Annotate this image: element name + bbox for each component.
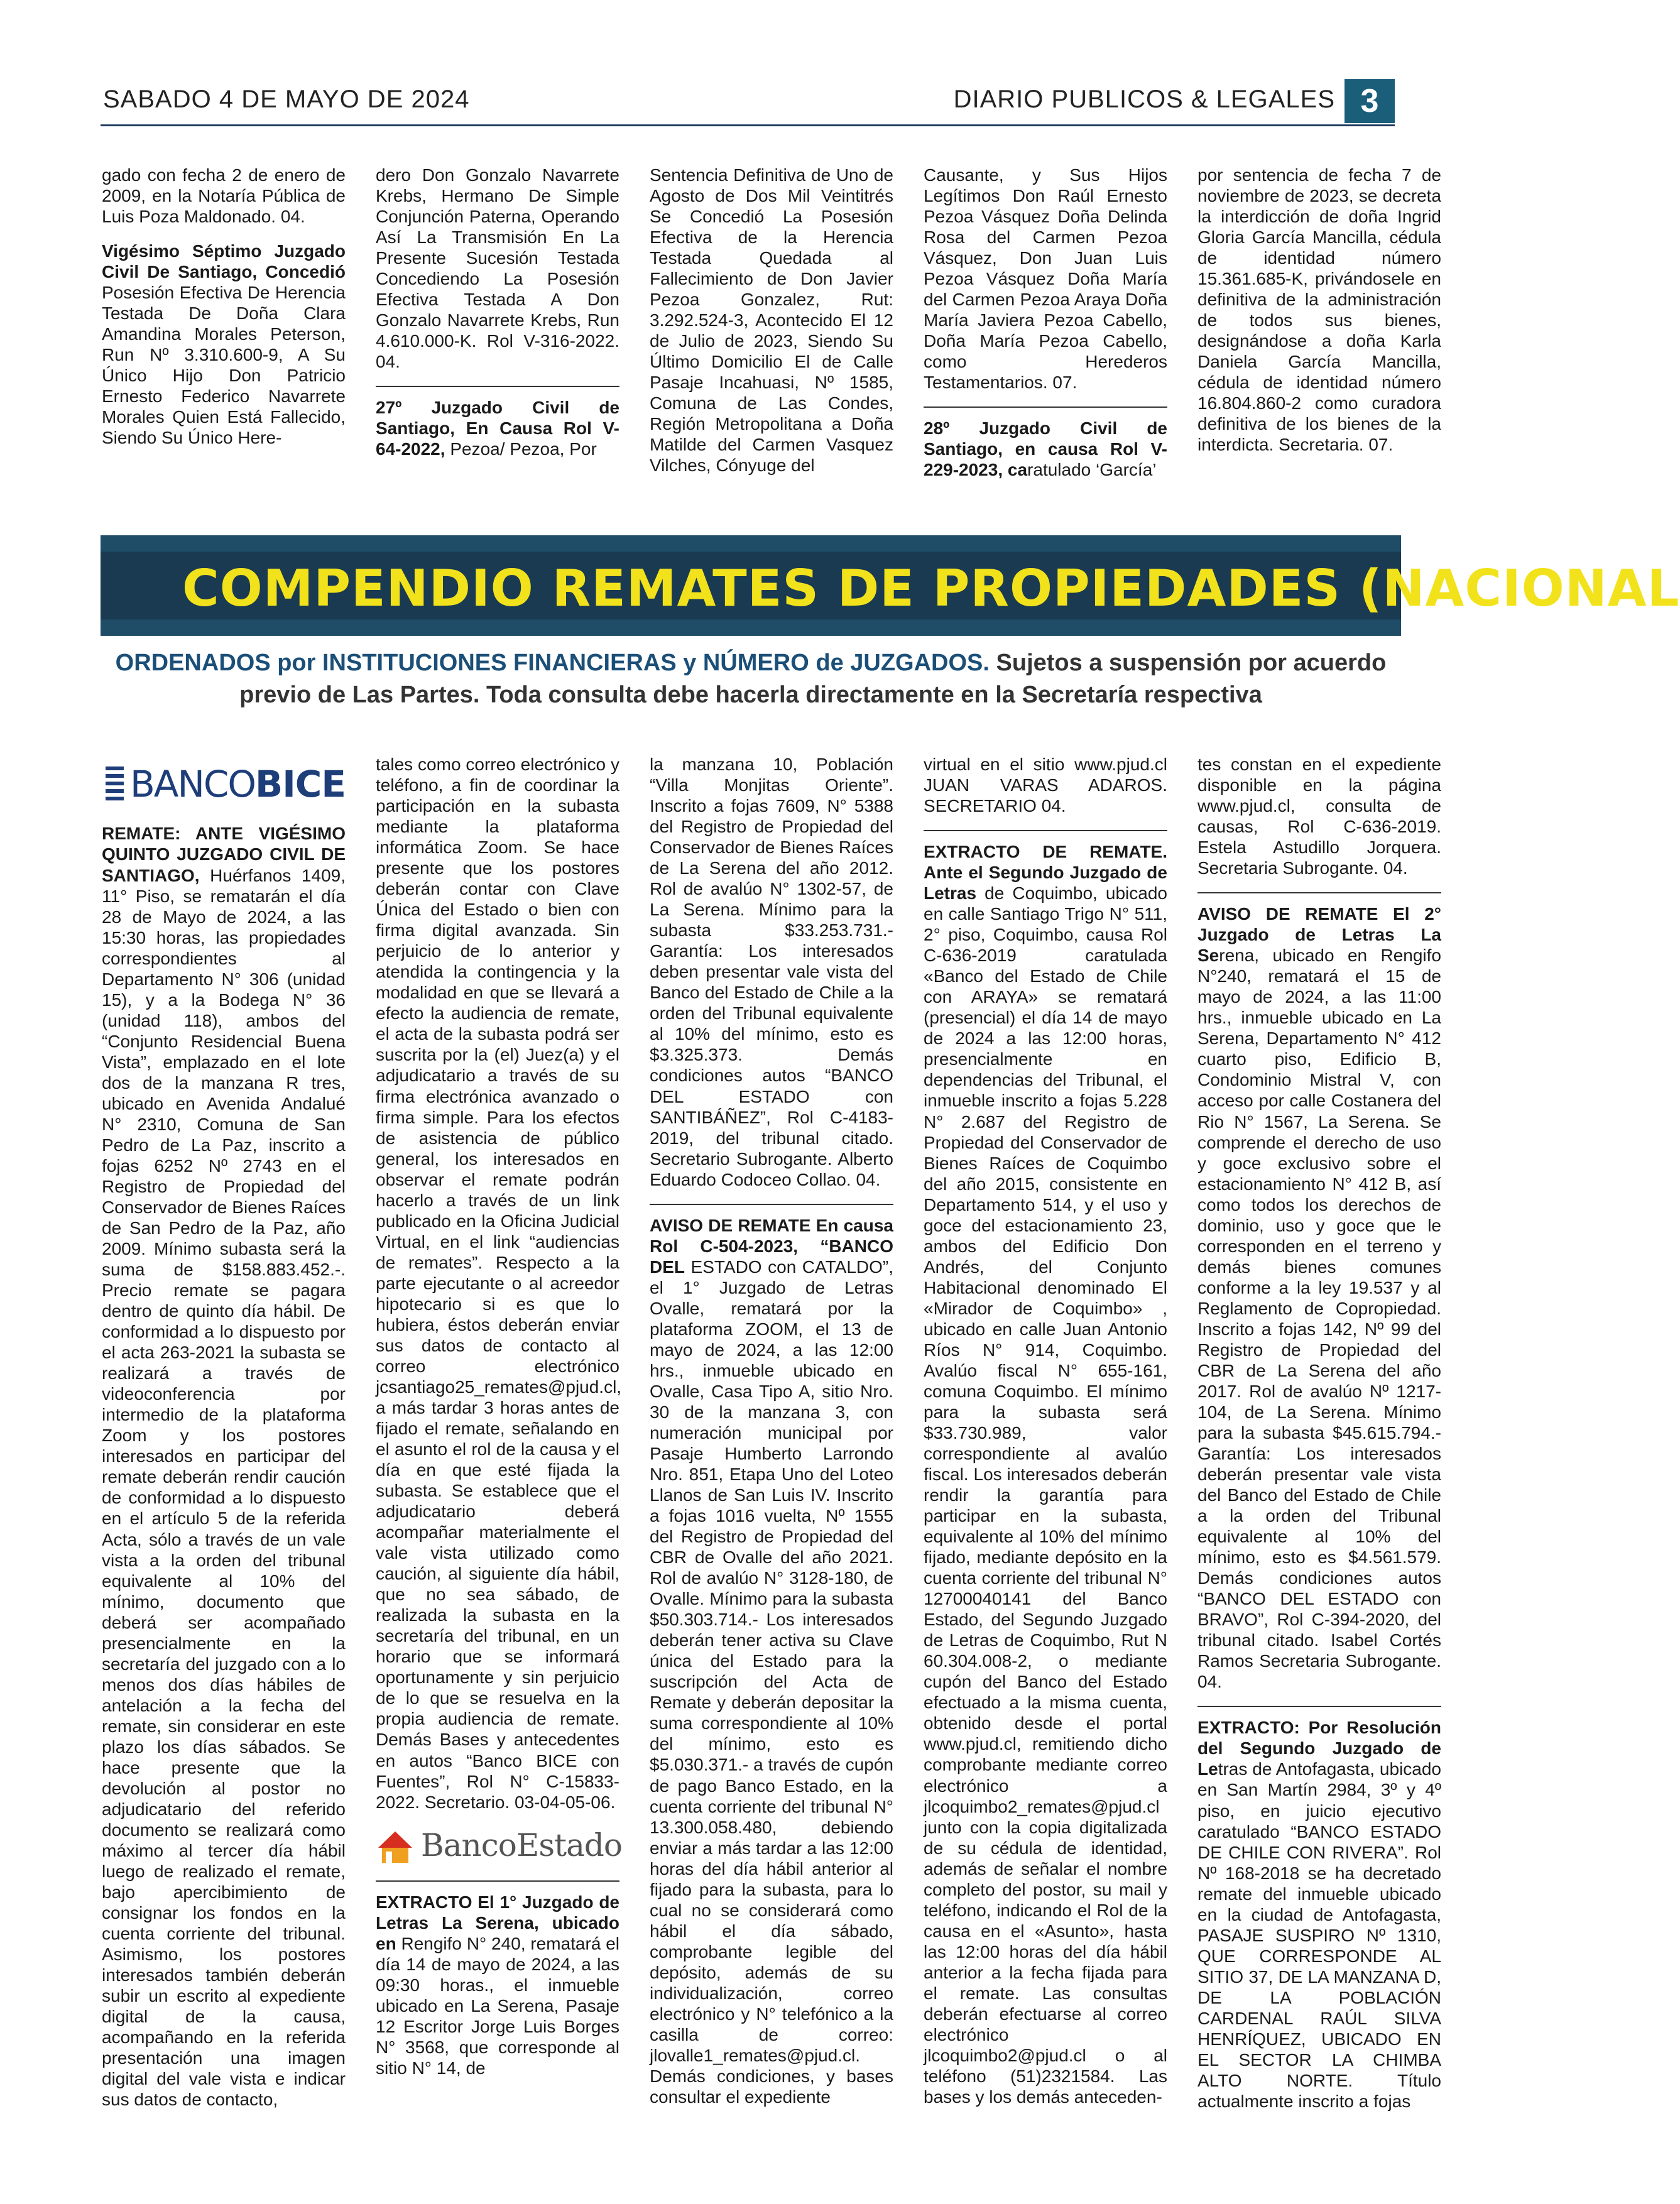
top-column-4	[924, 165, 1167, 494]
bancoestado-logo	[376, 1826, 623, 1865]
banner-title: COMPENDIO REMATES DE PROPIEDADES (NACIONAL	[182, 559, 1680, 618]
notice-text: Sentencia Definitiva de Uno de Agosto de Dos Mil Veintitrés Se Concedió La Posesión Efectiva de la Herencia Testada Quedada al Fallecimiento de Don Javier Pezoa Gonzalez, Rut: 3.292.524-3, Acontecido El 12 de Julio de 2023, Siendo Su Último Domicilio El de Calle Pasaje Incahuasi, Nº 1585, Comuna de Las Condes, Región Metropolitana a Doña Matilde del Carmen Vasquez Vilches, Cónyuge del	[650, 165, 893, 476]
notice-heading: EXTRACTO El 1° Juzgado de Letras La Serena, ubicado en	[376, 1892, 619, 1953]
publication-name: DIARIO PUBLICOS & LEGALES	[953, 85, 1335, 113]
bancoestado-house-icon	[376, 1826, 415, 1865]
top-column-5	[1197, 165, 1441, 469]
notice-divider	[924, 406, 1167, 408]
notice-divider	[1197, 1706, 1441, 1707]
notice-text: la manzana 10, Población “Villa Monjitas Oriente”. Inscrito a fojas 7609, N° 5388 del Registro de Propiedad del Conservador de Bienes Raíces de La Serena del año 2012. Rol de avalúo N° 1302-57, de La Serena. Mínimo para la subasta $33.253.731.- Garantía: Los interesados deben presentar vale vista del Banco del Estado de Chile a la orden del Tribunal equivalente al 10% del mínimo, esto es $3.325.373. Demás condiciones autos “BANCO DEL ESTADO con SANTIBÁÑEZ”, Rol C-4183-2019, del tribunal citado. Secretario Subrogante. Alberto Eduardo Codoceo Collao. 04.	[650, 755, 893, 1189]
page-number: 3	[1345, 79, 1395, 123]
notice	[376, 1892, 619, 2078]
banner-subtitle	[101, 647, 1401, 712]
notice-text: virtual en el sitio www.pjud.cl JUAN VARAS ADAROS. SECRETARIO 04.	[924, 755, 1167, 816]
notice-divider	[650, 1204, 893, 1205]
notice-text: de Coquimbo, ubicado en calle Santiago Trigo N° 511, 2° piso, Coquimbo, causa Rol C-636-2019 caratulada «Banco del Estado de Chile con ARAYA» se rematará (presencial) el día 14 de mayo de 2024 a las 12:00 horas, presencialmente en dependencias del Tribunal, el inmueble inscrito a fojas 5.228 N° 2.687 del Registro de Propiedad del Conservador de Bienes Raíces de Coquimbo del año 2015, consistente en Departamento 514, y el uso y goce del estacionamiento 23, ambos del Edificio Don Andrés, del Conjunto Habitacional denominado El «Mirador de Coquimbo» , ubicado en calle Juan Antonio Ríos N° 914, Coquimbo. Avalúo fiscal N° 655-161, comuna Coquimbo. El mínimo para la subasta será $33.730.989, valor correspondiente al avalúo fiscal. Los interesados deberán rendir la garantía para participar en la subasta, equivalente al 10% del mínimo fijado, mediante depósito en la cuenta corriente del tribunal N° 12700040141 del Banco Estado, del Segundo Juzgado de Letras de Coquimbo, Rut N 60.304.008-2, o mediante cupón del Banco del Estado efectuado a la misma cuenta, obtenido desde el portal www.pjud.cl, remitiendo dicho comprobante mediante correo electrónico a jlcoquimbo2_remates@pjud.cl junto con la copia digitalizada de su cédula de identidad, además de señalar el nombre completo del postor, su mail y teléfono, indicando el Rol de la causa en el «Asunto», hasta las 12:00 horas del día hábil anterior a la fecha fijada para el remate. Las consultas deberán efectuarse al correo electrónico jlcoquimbo2@pjud.cl o al teléfono (51)2321584. Las bases y los demás anteceden-	[924, 883, 1167, 2107]
notice-heading: Vigésimo Séptimo Juzgado Civil De Santiago, Concedió	[102, 241, 346, 282]
notice	[1197, 903, 1441, 1692]
top-column-2	[376, 165, 619, 473]
bottom-column-3	[650, 754, 893, 2121]
notice	[650, 1215, 893, 2107]
notice-heading: EXTRACTO: Por Resolución del Segundo Juzgado de Le	[1197, 1718, 1441, 1779]
logo-word-bancoestado: BancoEstado	[421, 1827, 623, 1864]
notice	[102, 241, 346, 448]
subtitle-text: Sujetos a suspensión por acuerdo previo de Las Partes. Toda consulta debe hacerla directamente en la Secretaría respectiva	[239, 650, 1387, 709]
banner-inner	[101, 552, 1680, 619]
notice-text: ESTADO con CATALDO”, el 1° Juzgado de Letras Ovalle, rematará por la plataforma ZOOM, el 13 de mayo de 2024, a las 12:00 hrs., inmueble ubicado en Ovalle, Casa Tipo A, sitio Nro. 30 de la manzana 3, con numeración municipal por Pasaje Humberto Larrondo Nro. 851, Etapa Uno del Loteo Llanos de San Luis IV. Inscrito a fojas 1016 vuelta, Nº 1555 del Registro de Propiedad del CBR de Ovalle del año 2021. Rol de avalúo N° 3128-180, de Ovalle. Mínimo para la subasta $50.303.714.- Los interesados deberán tener activa su Clave única del Estado para la suscripción del Acta de Remate y deberán depositar la suma correspondiente al 10% del mínimo, esto es $5.030.371.- a través de cupón de pago Banco Estado, en la cuenta corriente del tribunal N° 13.300.058.480, debiendo enviar a más tardar a las 12:00 horas del día hábil anterior al fijado para la subasta, para lo cual no se considerará como hábil el día sábado, comprobante legible del depósito, además de su individualización, correo electrónico y N° telefónico a la casilla de correo: jlovalle1_remates@pjud.cl. Demás condiciones, y bases consultar el expediente	[650, 1257, 893, 2107]
logo-word-banco: BANCO	[130, 763, 256, 805]
page-header	[101, 80, 1395, 126]
top-column-3	[650, 165, 893, 489]
notice-text: tales como correo electrónico y teléfono, a fin de coordinar la participación en la subasta mediante la plataforma informática Zoom. Se hace presente que los postores deberán contar con Clave Única del Estado o bien con firma digital avanzada. Sin perjuicio de lo anterior y atendida la contingencia y la modalidad en que se llevará a efecto la audiencia de remate, el acta de la subasta podrá ser suscrita por la (el) Juez(a) y el adjudicatario a través de su firma electrónica avanzado o firma simple. Para los efectos de asistencia de público general, los interesados en observar el remate podrán hacerlo a través de un link publicado en la Oficina Judicial Virtual, en el link “audiencias de remates”. Respecto a la parte ejecutante o al acreedor hipotecario si es que lo hubiera, éstos deberán enviar sus datos de contacto al correo electrónico jcsantiago25_remates@pjud.cl, a más tardar 3 horas antes de fijado el remate, señalando en el asunto el rol de la causa y el día en que esté fijada la subasta. Se establece que el adjudicatario deberá acompañar materialmente el vale vista utilizado como caución, al siguiente día hábil, que no sea sábado, de realizada la subasta en la secretaría del tribunal, en un horario que se informará oportunamente y sin perjuicio de lo que se resuelva en la propia audiencia de remate. Demás Bases y antecedentes en autos “Banco BICE con Fuentes”, Rol N° C-15833-2022. Secretario. 03-04-05-06.	[376, 755, 622, 1812]
notice-text: ratulado ‘García’	[1027, 460, 1157, 480]
notice	[376, 397, 619, 459]
notice-divider	[376, 1880, 619, 1882]
notice-heading: 27º Juzgado Civil de Santiago, En Causa Rol V-64-2022,	[376, 398, 619, 459]
notice-text: por sentencia de fecha 7 de noviembre de 2023, se decreta la interdicción de doña Ingrid Gloria García Mancilla, cédula de identidad número 15.361.685-K, privándosele en definitiva de la administración de todos sus bienes, designándose a doña Karla Daniela García Mancilla, cédula de identidad número 16.804.860-2 como curadora definitiva de los bienes de la interdicta. Secretaria. 07.	[1197, 165, 1441, 455]
notice	[102, 823, 346, 2110]
bice-stripes-icon	[106, 766, 124, 802]
notice-heading: 28º Juzgado Civil de Santiago, en causa Rol V-229-2023, ca	[924, 418, 1167, 480]
notice-heading: REMATE: ANTE VIGÉSIMO QUINTO JUZGADO CIVIL DE SANTIAGO,	[102, 824, 346, 885]
notice-text: gado con fecha 2 de enero de 2009, en la Notaría Pública de Luis Poza Maldonado. 04.	[102, 165, 346, 227]
notice-text: Pezoa/ Pezoa, Por	[445, 439, 597, 459]
subtitle-highlight: ORDENADOS por INSTITUCIONES FINANCIERAS y NÚMERO de JUZGADOS.	[115, 650, 990, 676]
notice-text: Huérfanos 1409, 11° Piso, se rematarán el día 28 de Mayo de 2024, a las 15:30 horas, las propiedades correspondientes al Departamento N° 306 (unidad 15), y a la Bodega N° 36 (unidad 118), ambos del “Conjunto Residencial Buena Vista”, emplazado en el lote dos de la manzana R tres, ubicado en Avenida Andalué N° 2310, Comuna de San Pedro de La Paz, inscrito a fojas 6252 Nº 2743 en el Registro de Propiedad del Conservador de Bienes Raíces de San Pedro de la Paz, año 2009. Mínimo subasta será la suma de $158.883.452.-. Precio remate se pagara dentro de quinto día hábil. De conformidad a lo dispuesto por el acta 263-2021 la subasta se realizará a través de videoconferencia por intermedio de la plataforma Zoom y los postores interesados en participar del remate deberán rendir caución de conformidad a lo dispuesto en el artículo 5 de la referida Acta, sólo a través de un vale vista a la orden del tribunal equivalente al 10% del mínimo, documento que deberá ser acompañado presencialmente en la secretaría del juzgado con a lo menos dos días hábiles de antelación a la fecha del remate, sin considerar en este plazo los días sábados. Se hace presente que la devolución al postor no adjudicatario del referido documento se realizará como máximo al tercer día hábil luego de realizado el remate, bajo apercibimiento de consignar los fondos en la cuenta corriente del tribunal. Asimismo, los postores interesados también deberán subir un escrito al expediente digital de la causa, acompañando en la referida presentación una imagen digital del vale vista e indicar sus datos de contacto,	[102, 865, 346, 2110]
notice	[924, 418, 1167, 480]
bottom-column-2	[376, 754, 623, 2092]
notice	[1197, 1717, 1441, 2112]
notice-divider	[376, 386, 619, 387]
bottom-column-4	[924, 754, 1167, 2121]
banco-bice-logo	[106, 763, 346, 805]
notice-heading: AVISO DE REMATE El 2° Juzgado de Letras La Se	[1197, 904, 1441, 966]
notice-heading: AVISO DE REMATE En causa Rol C-504-2023, “BANCO DEL	[650, 1215, 893, 1277]
notice	[924, 841, 1167, 2107]
notice-text: tras de Antofagasta, ubicado en San Martín 2984, 3º y 4º piso, en juicio ejecutivo caratulado “BANCO ESTADO DE CHILE CON RIVERA”. Rol Nº 168-2018 se ha decretado remate del inmueble ubicado en la ciudad de Antofagasta, PASAJE SUSPIRO Nº 1310, QUE CORRESPONDE AL SITIO 37, DE LA MANZANA D, DE LA POBLACIÓN CARDENAL RAÚL SILVA HENRÍQUEZ, UBICADO EN EL SECTOR LA CHIMBA ALTO NORTE. Título actualmente inscrito a fojas	[1197, 1759, 1441, 2111]
notice-heading: EXTRACTO DE REMATE. Ante el Segundo Juzgado de Letras	[924, 842, 1167, 903]
logo-word-bice: BICE	[255, 763, 346, 805]
notice-text: Posesión Efectiva De Herencia Testada De Doña Clara Amandina Morales Peterson, Run Nº 3.310.600-9, A Su Único Hijo Don Patricio Ernesto Federico Navarrete Morales Quien Está Fallecido, Siendo Su Único Here-	[102, 283, 346, 448]
section-banner	[101, 535, 1680, 636]
top-column-1	[102, 165, 346, 462]
notice-divider	[1197, 892, 1441, 893]
issue-date: SABADO 4 DE MAYO DE 2024	[103, 85, 470, 113]
notice-divider	[924, 830, 1167, 831]
notice-text: dero Don Gonzalo Navarrete Krebs, Hermano De Simple Conjunción Paterna, Operando Así La Transmisión En La Presente Sucesión Testada Concediendo La Posesión Efectiva Testada A Don Gonzalo Navarrete Krebs, Run 4.610.000-K. Rol V-316-2022. 04.	[376, 165, 619, 372]
notice-text: tes constan en el expediente disponible en la página www.pjud.cl, consulta de causas, Rol C-636-2019. Estela Astudillo Jorquera. Secretaria Subrogante. 04.	[1197, 755, 1441, 878]
bottom-column-1	[102, 754, 346, 2124]
notice-text: rena, ubicado en Rengifo N°240, rematará el 15 de mayo de 2024, a las 11:00 hrs., inmueble ubicado en La Serena, Departamento N° 412 cuarto piso, Edificio B, Condominio Mistral V, con acceso por calle Costanera del Rio N° 1567, La Serena. Se comprende el derecho de uso y goce exclusivo sobre el estacionamiento N° 412 B, así como todos los derechos de dominio, uso y goce que le corresponden en el terreno y demás bienes comunes conforme a la ley 19.537 y al Reglamento de Copropiedad. Inscrito a fojas 142, Nº 99 del Registro de Propiedad del CBR de La Serena del año 2017. Rol de avalúo Nº 1217-104, de La Serena. Mínimo para la subasta $45.615.794.- Garantía: Los interesados deberán presentar vale vista del Banco del Estado de Chile a la orden del Tribunal equivalente al 10% del mínimo, esto es $4.561.579. Demás condiciones autos “BANCO DEL ESTADO con BRAVO”, Rol C-394-2020, del tribunal citado. Isabel Cortés Ramos Secretaria Subrogante. 04.	[1197, 946, 1441, 1692]
bottom-column-5	[1197, 754, 1441, 2125]
notice-text: Rengifo N° 240, rematará el día 14 de mayo de 2024, a las 09:30 horas., el inmueble ubicado en La Serena, Pasaje 12 Escritor Jorge Luis Borges N° 3568, que corresponde al sitio N° 14, de	[376, 1933, 619, 2078]
notice-text: Causante, y Sus Hijos Legítimos Don Raúl Ernesto Pezoa Vásquez Doña Delinda Rosa del Carmen Pezoa Vásquez, Don Juan Luis Pezoa Vásquez Doña María del Carmen Pezoa Araya Doña María Javiera Pezoa Cabello, Doña María Pezoa Cabello, como Herederos Testamentarios. 07.	[924, 165, 1167, 393]
